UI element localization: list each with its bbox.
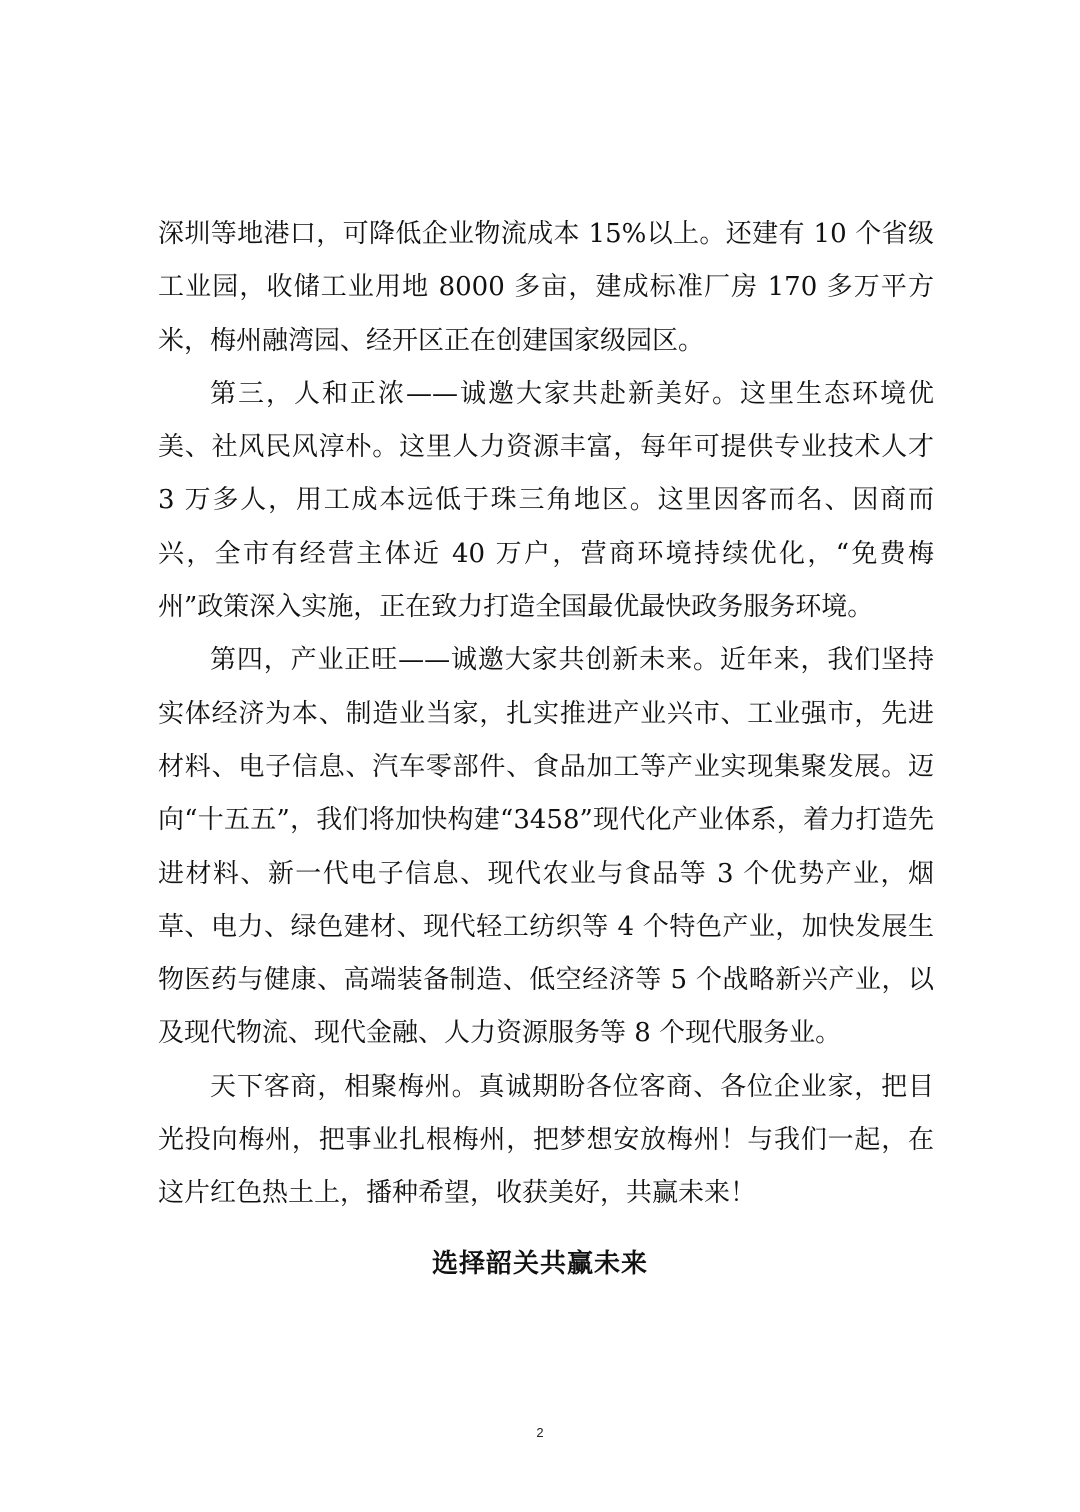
body-text [158,208,934,1221]
paragraph-continuation: 深圳等地港口，可降低企业物流成本 15%以上。还建有 10 个省级工业园，收储工业用地 8000 多亩，建成标准厂房 170 多万平方米，梅州融湾园、经开区正在创建国家级园区。 [158,219,934,356]
paragraph-closing: 天下客商，相聚梅州。真诚期盼各位客商、各位企业家，把目光投向梅州，把事业扎根梅州，把梦想安放梅州！与我们一起，在这片红色热土上，播种希望，收获美好，共赢未来！ [158,1071,934,1209]
section-title: 选择韶关共赢未来 [431,1249,648,1279]
page-number: 2 [536,1425,544,1440]
paragraph-point-three: 第三，人和正浓——诚邀大家共赴新美好。这里生态环境优美、社风民风淳朴。这里人力资源丰富，每年可提供专业技术人才 3 万多人，用工成本远低于珠三角地区。这里因客而名、因商而兴，全市有经营主体近 40 万户，营商环境持续优化，“免费梅州”政策深入实施，正在致力打造全国最优最快政务服务环境。 [158,378,934,623]
paragraph-point-four: 第四，产业正旺——诚邀大家共创新未来。近年来，我们坚持实体经济为本、制造业当家，扎实推进产业兴市、工业强市，先进材料、电子信息、汽车零部件、食品加工等产业实现集聚发展。迈向“十五五”，我们将加快构建“3458”现代化产业体系，着力打造先进材料、新一代电子信息、现代农业与食品等 3 个优势产业，烟草、电力、绿色建材、现代轻工纺织等 4 个特色产业，加快发展生物医药与健康、高端装备制造、低空经济等 5 个战略新兴产业，以及现代物流、现代金融、人力资源服务等 8 个现代服务业。 [158,645,934,1049]
